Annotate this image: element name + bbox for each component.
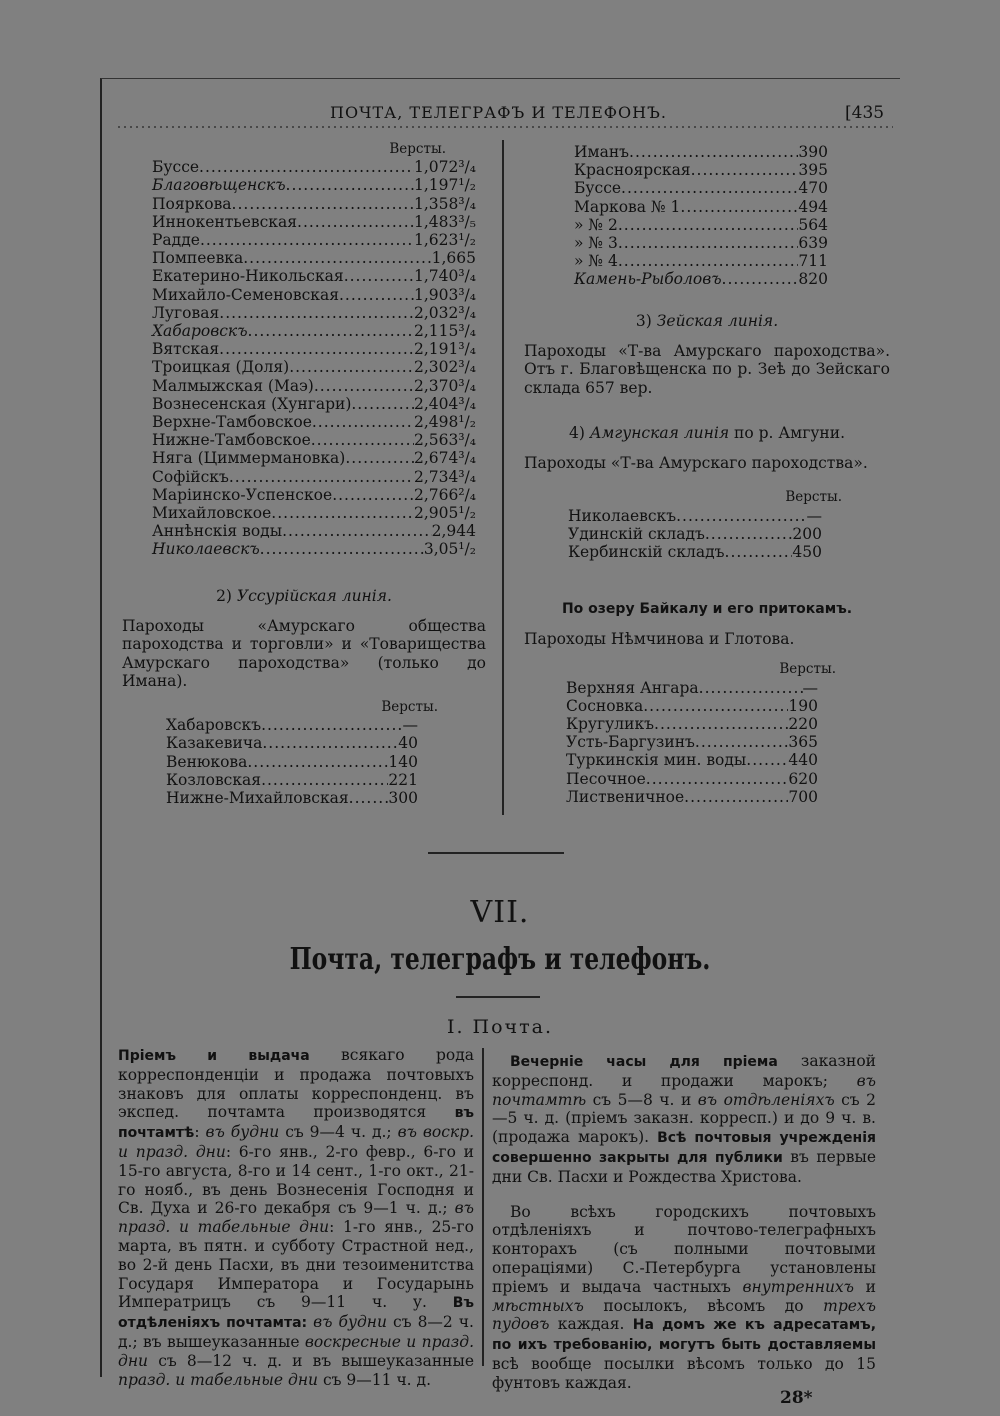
baikal-section	[524, 600, 890, 806]
table-row	[152, 340, 476, 358]
text-run: воскресные и празд. дни	[118, 1332, 474, 1370]
text-run: въ будни	[313, 1313, 387, 1332]
table-row	[574, 252, 828, 270]
leader-dots	[247, 753, 388, 771]
station-name: Маркова № 1	[574, 197, 681, 216]
table-row	[566, 697, 818, 715]
station-name: Лиственичное	[566, 787, 685, 806]
distance-value: 440	[788, 751, 818, 770]
leader-dots	[351, 395, 414, 413]
station-name: Луговая	[152, 303, 220, 322]
table-row	[574, 161, 828, 179]
distance-value: 220	[788, 715, 818, 734]
text-run: :	[194, 1123, 206, 1142]
text-run: съ 5—8 ч. и	[586, 1090, 698, 1109]
distance-value: 470	[798, 179, 828, 198]
station-name: Помпеевка	[152, 249, 244, 268]
leader-dots	[232, 195, 414, 213]
table-row	[152, 504, 476, 522]
table-row	[152, 449, 476, 467]
leader-dots	[618, 216, 799, 234]
table-row	[566, 751, 818, 769]
text-run: внутреннихъ	[742, 1277, 855, 1296]
distance-value: 300	[388, 789, 418, 808]
body-column-divider	[482, 1048, 484, 1366]
station-name: Благовѣщенскъ	[152, 176, 286, 195]
distance-value: 190	[788, 696, 818, 715]
table-row	[152, 231, 476, 249]
table-row	[152, 249, 476, 267]
running-header	[0, 103, 1000, 127]
amur-stations-list	[152, 140, 476, 559]
distance-value: 2,905¹/₂	[413, 504, 476, 523]
leader-dots	[725, 543, 793, 561]
leader-dots	[344, 267, 414, 285]
distance-value: 390	[798, 143, 828, 161]
station-name: Вятская	[152, 340, 220, 359]
station-name: Буссе	[152, 158, 200, 177]
amgun-heading: 4) Амгунская линія по р. Амгуни.	[568, 424, 846, 442]
unit-label: Версты.	[785, 489, 842, 506]
text-run: : 1-го янв., 25-го марта, въ пятн. и субботу Страстной нед., во 2-й день Пасхи, въ дни тезоименитства Государя Императора и Государынь Императрицъ съ 9—11 ч. у.	[118, 1218, 474, 1312]
station-name: Хабаровскъ	[152, 322, 248, 341]
table-row	[566, 770, 818, 788]
station-name: Туркинскія мин. воды	[566, 751, 747, 770]
distance-value: 2,370³/₄	[413, 376, 476, 395]
leader-dots	[332, 486, 414, 504]
table-row	[568, 507, 822, 525]
text-run: На домъ же къ адресатамъ, по ихъ требованію, могутъ быть доставляемы	[492, 1317, 877, 1354]
leader-dots	[699, 679, 803, 697]
text-run: и	[854, 1277, 876, 1296]
table-row	[152, 377, 476, 395]
distance-value: 564	[798, 215, 828, 234]
station-name: Кругуликъ	[566, 715, 655, 734]
distance-value: 620	[788, 769, 818, 788]
text-run: Пріемъ и выдача	[118, 1048, 310, 1064]
leader-dots	[261, 716, 402, 734]
distance-value: 494	[798, 197, 828, 216]
leader-dots	[680, 198, 798, 216]
distance-value: 1,483³/₅	[413, 212, 476, 231]
unit-label: Версты.	[381, 699, 438, 716]
ussuri-stations-continued	[574, 143, 828, 289]
table-row	[574, 270, 828, 288]
table-row	[152, 468, 476, 486]
text-run: Въ отдѣленіяхъ почтамта:	[118, 1295, 474, 1332]
table-row	[574, 234, 828, 252]
distance-value: 2,766²/₄	[413, 485, 476, 504]
distance-value: 700	[788, 787, 818, 806]
table-row	[574, 143, 828, 161]
table-row	[152, 540, 476, 558]
station-name: Михайловское	[152, 504, 272, 523]
distance-value: 2,674³/₄	[413, 449, 476, 468]
table-row	[166, 716, 418, 734]
distance-value: 2,734³/₄	[413, 467, 476, 486]
text-run: съ 8—12 ч. д. и въ вышеуказанные	[148, 1351, 474, 1370]
text-run: посылокъ, вѣсомъ до	[583, 1296, 824, 1315]
distance-value: —	[402, 716, 418, 735]
leader-dots	[261, 771, 388, 789]
distance-value: —	[806, 506, 822, 525]
ussuri-section	[122, 587, 486, 807]
station-name: Николаевскъ	[568, 506, 677, 525]
unit-label: Версты.	[779, 661, 836, 678]
leader-dots	[339, 286, 414, 304]
ussuri-heading: 2) Уссурійская линія.	[216, 587, 392, 605]
text-run: каждая.	[549, 1315, 633, 1334]
leader-dots	[621, 179, 798, 197]
table-row	[152, 395, 476, 413]
leader-dots	[199, 158, 414, 176]
distance-value: 365	[788, 733, 818, 752]
text-run: въ первые дни Св. Пасхи и Рождества Христова.	[492, 1147, 877, 1186]
station-name: » № 4	[574, 252, 618, 271]
station-name: Козловская	[166, 770, 262, 789]
distance-value: 2,944	[431, 522, 476, 541]
leader-dots	[746, 751, 788, 769]
leader-dots	[629, 143, 798, 161]
ussuri-text: Пароходы «Амурскаго общества пароходства и торговли» и «Товарищества Амурскаго пароходства» (только до Имана).	[122, 617, 486, 690]
text-run: въ почтамтѣ	[492, 1071, 876, 1109]
table-row	[152, 522, 476, 540]
station-name: Троицкая (Доля)	[152, 358, 290, 377]
station-name: » № 3	[574, 234, 618, 253]
table-row	[566, 733, 818, 751]
distance-value: 395	[798, 161, 828, 180]
station-name: Радде	[152, 231, 200, 250]
text-run: съ 9—11 ч. д.	[318, 1370, 432, 1389]
distance-value: 1,665	[431, 249, 476, 268]
baikal-text: Пароходы Нѣмчинова и Глотова.	[524, 630, 795, 649]
text-run: Всѣ почтовыя учрежденія совершенно закрыты для публики	[492, 1130, 876, 1166]
distance-value: 2,498¹/₂	[413, 413, 476, 432]
leader-dots	[262, 734, 398, 752]
table-row	[152, 286, 476, 304]
text-run: съ 9—4 ч. д.;	[279, 1123, 398, 1142]
text-run: Во всѣхъ городскихъ почтовыхъ отдѣленіяхъ и почтово-телеграфныхъ конторахъ (съ полными почтовыми операціями) С.-Петербурга установлены пріемъ и выдача частныхъ	[492, 1202, 876, 1296]
distance-value: 200	[792, 524, 822, 543]
station-name: Маріинско-Успенское	[152, 485, 333, 504]
divider	[456, 996, 540, 998]
leader-dots	[311, 431, 414, 449]
zeya-heading: 3) Зейская линія.	[635, 312, 779, 330]
leader-dots	[219, 340, 414, 358]
table-row	[152, 158, 476, 176]
leader-dots	[646, 770, 789, 788]
header-rule	[118, 126, 893, 128]
table-row	[574, 179, 828, 197]
text-run: въ будни	[205, 1123, 280, 1142]
leader-dots	[297, 213, 414, 231]
station-name: Поярк​ова	[152, 194, 232, 213]
chapter-number: VII.	[470, 895, 530, 930]
table-row	[574, 216, 828, 234]
table-row	[566, 715, 818, 733]
leader-dots	[618, 252, 799, 270]
table-row	[152, 486, 476, 504]
signature-mark: 28*	[780, 1388, 813, 1408]
table-row	[152, 176, 476, 194]
text-run: съ 8—2 ч. д.; въ вышеуказанные	[118, 1313, 474, 1351]
leader-dots	[705, 525, 793, 543]
baikal-heading: По озеру Байкалу и его притокамъ.	[561, 601, 853, 617]
text-run: всякаго рода корреспонденціи и продажа почтовыхъ знаковъ для оплаты корреспонденц. въ экспед. почтамта производятся	[118, 1046, 474, 1122]
amgun-section	[524, 424, 890, 561]
distance-value: 2,032³/₄	[413, 303, 476, 322]
station-name: Няга (Циммермановка)	[152, 449, 346, 468]
text-run: всѣ вообще посылки вѣсомъ только до 15 фунтовъ каждая.	[492, 1354, 876, 1392]
station-name: Малмыжская (Маэ)	[152, 376, 314, 395]
table-row	[152, 413, 476, 431]
leader-dots	[282, 522, 432, 540]
table-row	[568, 543, 822, 561]
distance-value: 40	[398, 734, 418, 753]
table-row	[566, 788, 818, 806]
distance-value: 711	[798, 252, 828, 271]
station-name: » № 2	[574, 215, 618, 234]
distance-value: 1,623¹/₂	[413, 231, 476, 250]
chapter-title: Почта, телеграфъ и телефонъ.	[289, 942, 711, 977]
leader-dots	[676, 507, 806, 525]
station-name: Красноярская	[574, 161, 691, 180]
distance-value: 2,404³/₄	[413, 394, 476, 413]
leader-dots	[243, 249, 431, 267]
leader-dots	[643, 697, 788, 715]
text-run: заказной корреспонд. и продажи марокъ;	[492, 1052, 876, 1090]
zeya-section	[524, 312, 890, 397]
page-number: [435	[845, 103, 885, 123]
leader-dots	[289, 358, 414, 376]
table-row	[152, 431, 476, 449]
distance-value: 820	[798, 270, 828, 289]
text-run: празд. и табельные дни	[118, 1370, 319, 1389]
station-name: Вознесенская (Хунгари)	[152, 394, 352, 413]
text-run: въ отдѣленіяхъ	[697, 1090, 835, 1109]
leader-dots	[654, 715, 788, 733]
station-name: Усть-Баргузинъ	[566, 733, 695, 752]
body-left-column	[118, 1046, 474, 1389]
leader-dots	[200, 231, 414, 249]
text-run: съ 2—5 ч. д. (пріемъ заказн. корресп.) и до 9 ч. в. (продажа марокъ).	[492, 1090, 877, 1147]
station-name: Хабаровскъ	[166, 716, 262, 735]
table-row	[152, 358, 476, 376]
station-name: Нижне-Тамбовское	[152, 431, 311, 450]
station-name: Аннѣнскія воды	[152, 522, 283, 541]
leader-dots	[286, 176, 414, 194]
station-name: Нижне-Михайловская	[166, 789, 349, 808]
distance-value: 1,903³/₄	[413, 285, 476, 304]
table-row	[152, 213, 476, 231]
distance-value: 140	[388, 752, 418, 771]
leader-dots	[229, 468, 414, 486]
table-row	[166, 771, 418, 789]
leader-dots	[684, 788, 788, 806]
table-row	[166, 789, 418, 807]
leader-dots	[345, 449, 414, 467]
leader-dots	[314, 377, 414, 395]
table-row	[152, 267, 476, 285]
distance-value: 450	[792, 543, 822, 562]
station-name: Иманъ	[574, 143, 630, 161]
amgun-text: Пароходы «Т-ва Амурскаго пароходства».	[524, 454, 868, 473]
station-name: Кербинскій складъ	[568, 543, 725, 562]
station-name: Песочное	[566, 769, 646, 788]
distance-value: 2,302³/₄	[413, 358, 476, 377]
body-right-column	[492, 1052, 876, 1393]
text-run: Вечерніе часы для пріема	[510, 1054, 778, 1070]
station-name: Камень-Рыболовъ	[574, 270, 722, 289]
distance-value: 3,05¹/₂	[423, 540, 476, 559]
table-row	[574, 198, 828, 216]
table-row	[152, 304, 476, 322]
leader-dots	[695, 733, 789, 751]
leader-dots	[271, 504, 414, 522]
distance-value: 1,197¹/₂	[413, 176, 476, 195]
unit-label: Версты.	[389, 141, 446, 157]
distance-value: 2,563³/₄	[413, 431, 476, 450]
text-run: : 6-го янв., 2-го февр., 6-го и 15-го августа, 8-го и 14 сент., 1-го окт., 21-го нояб., въ день Вознесенія Господня и Св. Духа и 26-го декабря съ 9—1 ч. д.;	[118, 1142, 474, 1218]
station-name: Сосновка	[566, 696, 644, 715]
station-name: Удинскій складъ	[568, 524, 705, 543]
station-name: Казакевича	[166, 734, 263, 753]
table-row	[166, 753, 418, 771]
station-name: Софійскъ	[152, 467, 229, 486]
distance-value: 1,740³/₄	[413, 267, 476, 286]
column-divider	[502, 140, 504, 815]
distance-value: 1,072³/₄	[413, 158, 476, 177]
text-run: въ воскр. и празд. дни	[118, 1123, 475, 1161]
leader-dots	[219, 304, 414, 322]
text-run: мѣстныхъ	[492, 1296, 584, 1315]
leader-dots	[248, 322, 414, 340]
distance-value: 639	[798, 234, 828, 253]
station-name: Николаевскъ	[152, 540, 260, 559]
text-run: трехъ пудовъ	[492, 1296, 876, 1334]
distance-value: 1,358³/₄	[413, 194, 476, 213]
distance-value: 2,191³/₄	[413, 340, 476, 359]
leader-dots	[312, 413, 414, 431]
station-name: Михайло-Семеновская	[152, 285, 339, 304]
divider	[428, 852, 564, 854]
section-title: I. Почта.	[446, 1016, 554, 1038]
station-name: Буссе	[574, 179, 622, 198]
leader-dots	[260, 540, 424, 558]
station-name: Екатерино-Никольская	[152, 267, 344, 286]
leader-dots	[618, 234, 799, 252]
text-run: въ празд. и табельные дни	[118, 1199, 474, 1237]
leader-dots	[722, 270, 799, 288]
station-name: Венюкова	[166, 752, 248, 771]
distance-value: 221	[388, 770, 418, 789]
table-row	[152, 322, 476, 340]
table-row	[152, 195, 476, 213]
text-run: въ почтамтѣ	[118, 1105, 474, 1142]
station-name: Верхняя Ангара	[566, 678, 699, 697]
zeya-text: Пароходы «Т-ва Амурскаго пароходства». Отъ г. Благовѣщенска по р. Зеѣ до Зейскаго склада 657 вер.	[524, 342, 890, 397]
leader-dots	[349, 789, 389, 807]
table-row	[166, 734, 418, 752]
header-title: ПОЧТА, ТЕЛЕГРАФЪ И ТЕЛЕФОНЪ.	[330, 103, 667, 122]
table-row	[566, 679, 818, 697]
table-row	[568, 525, 822, 543]
distance-value: 2,115³/₄	[413, 322, 476, 341]
distance-value: —	[802, 678, 818, 697]
station-name: Иннокентьевская	[152, 212, 298, 231]
leader-dots	[691, 161, 799, 179]
station-name: Верхне-Тамбовское	[152, 413, 312, 432]
